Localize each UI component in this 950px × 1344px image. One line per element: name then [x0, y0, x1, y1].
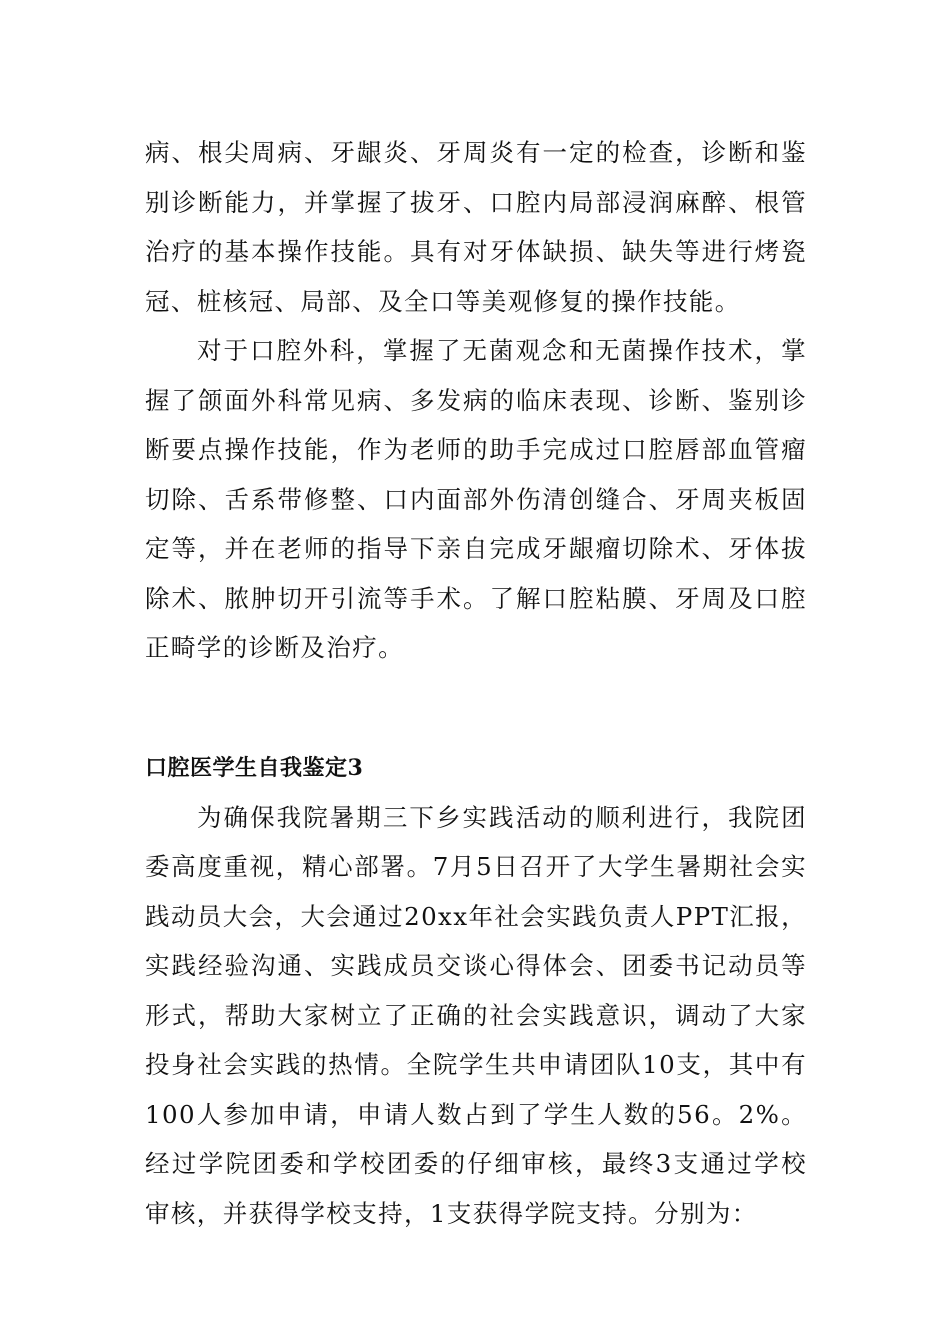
body-paragraph-practice-activity: 为确保我院暑期三下乡实践活动的顺利进行，我院团委高度重视，精心部署。7月5日召开了大学生暑期社会实践动员大会，大会通过20xx年社会实践负责人PPT汇报，实践经验沟通、实践成员交谈心得体会、团委书记动员等形式，帮助大家树立了正确的社会实践意识，调动了大家投身社会实践的热情。全院学生共申请团队10支，其中有100人参加申请，申请人数占到了学生人数的56。2%。经过学院团委和学校团委的仔细审核，最终3支通过学校审核，并获得学校支持，1支获得学院支持。分别为：: [145, 802, 807, 1228]
body-paragraph-oral-surgery: 对于口腔外科，掌握了无菌观念和无菌操作技术，掌握了颌面外科常见病、多发病的临床表现、诊断、鉴别诊断要点操作技能，作为老师的助手完成过口腔唇部血管瘤切除、舌系带修整、口内面部外伤清创缝合、牙周夹板固定等，并在老师的指导下亲自完成牙龈瘤切除术、牙体拔除术、脓肿切开引流等手术。了解口腔粘膜、牙周及口腔正畸学的诊断及治疗。: [145, 336, 807, 662]
section-heading: 口腔医学生自我鉴定3: [145, 754, 364, 781]
document-page: [145, 128, 807, 1238]
section-spacer: [145, 673, 807, 748]
body-paragraph-continuation: 病、根尖周病、牙龈炎、牙周炎有一定的检查，诊断和鉴别诊断能力，并掌握了拔牙、口腔内局部浸润麻醉、根管治疗的基本操作技能。具有对牙体缺损、缺失等进行烤瓷冠、桩核冠、局部、及全口等美观修复的操作技能。: [145, 138, 807, 316]
